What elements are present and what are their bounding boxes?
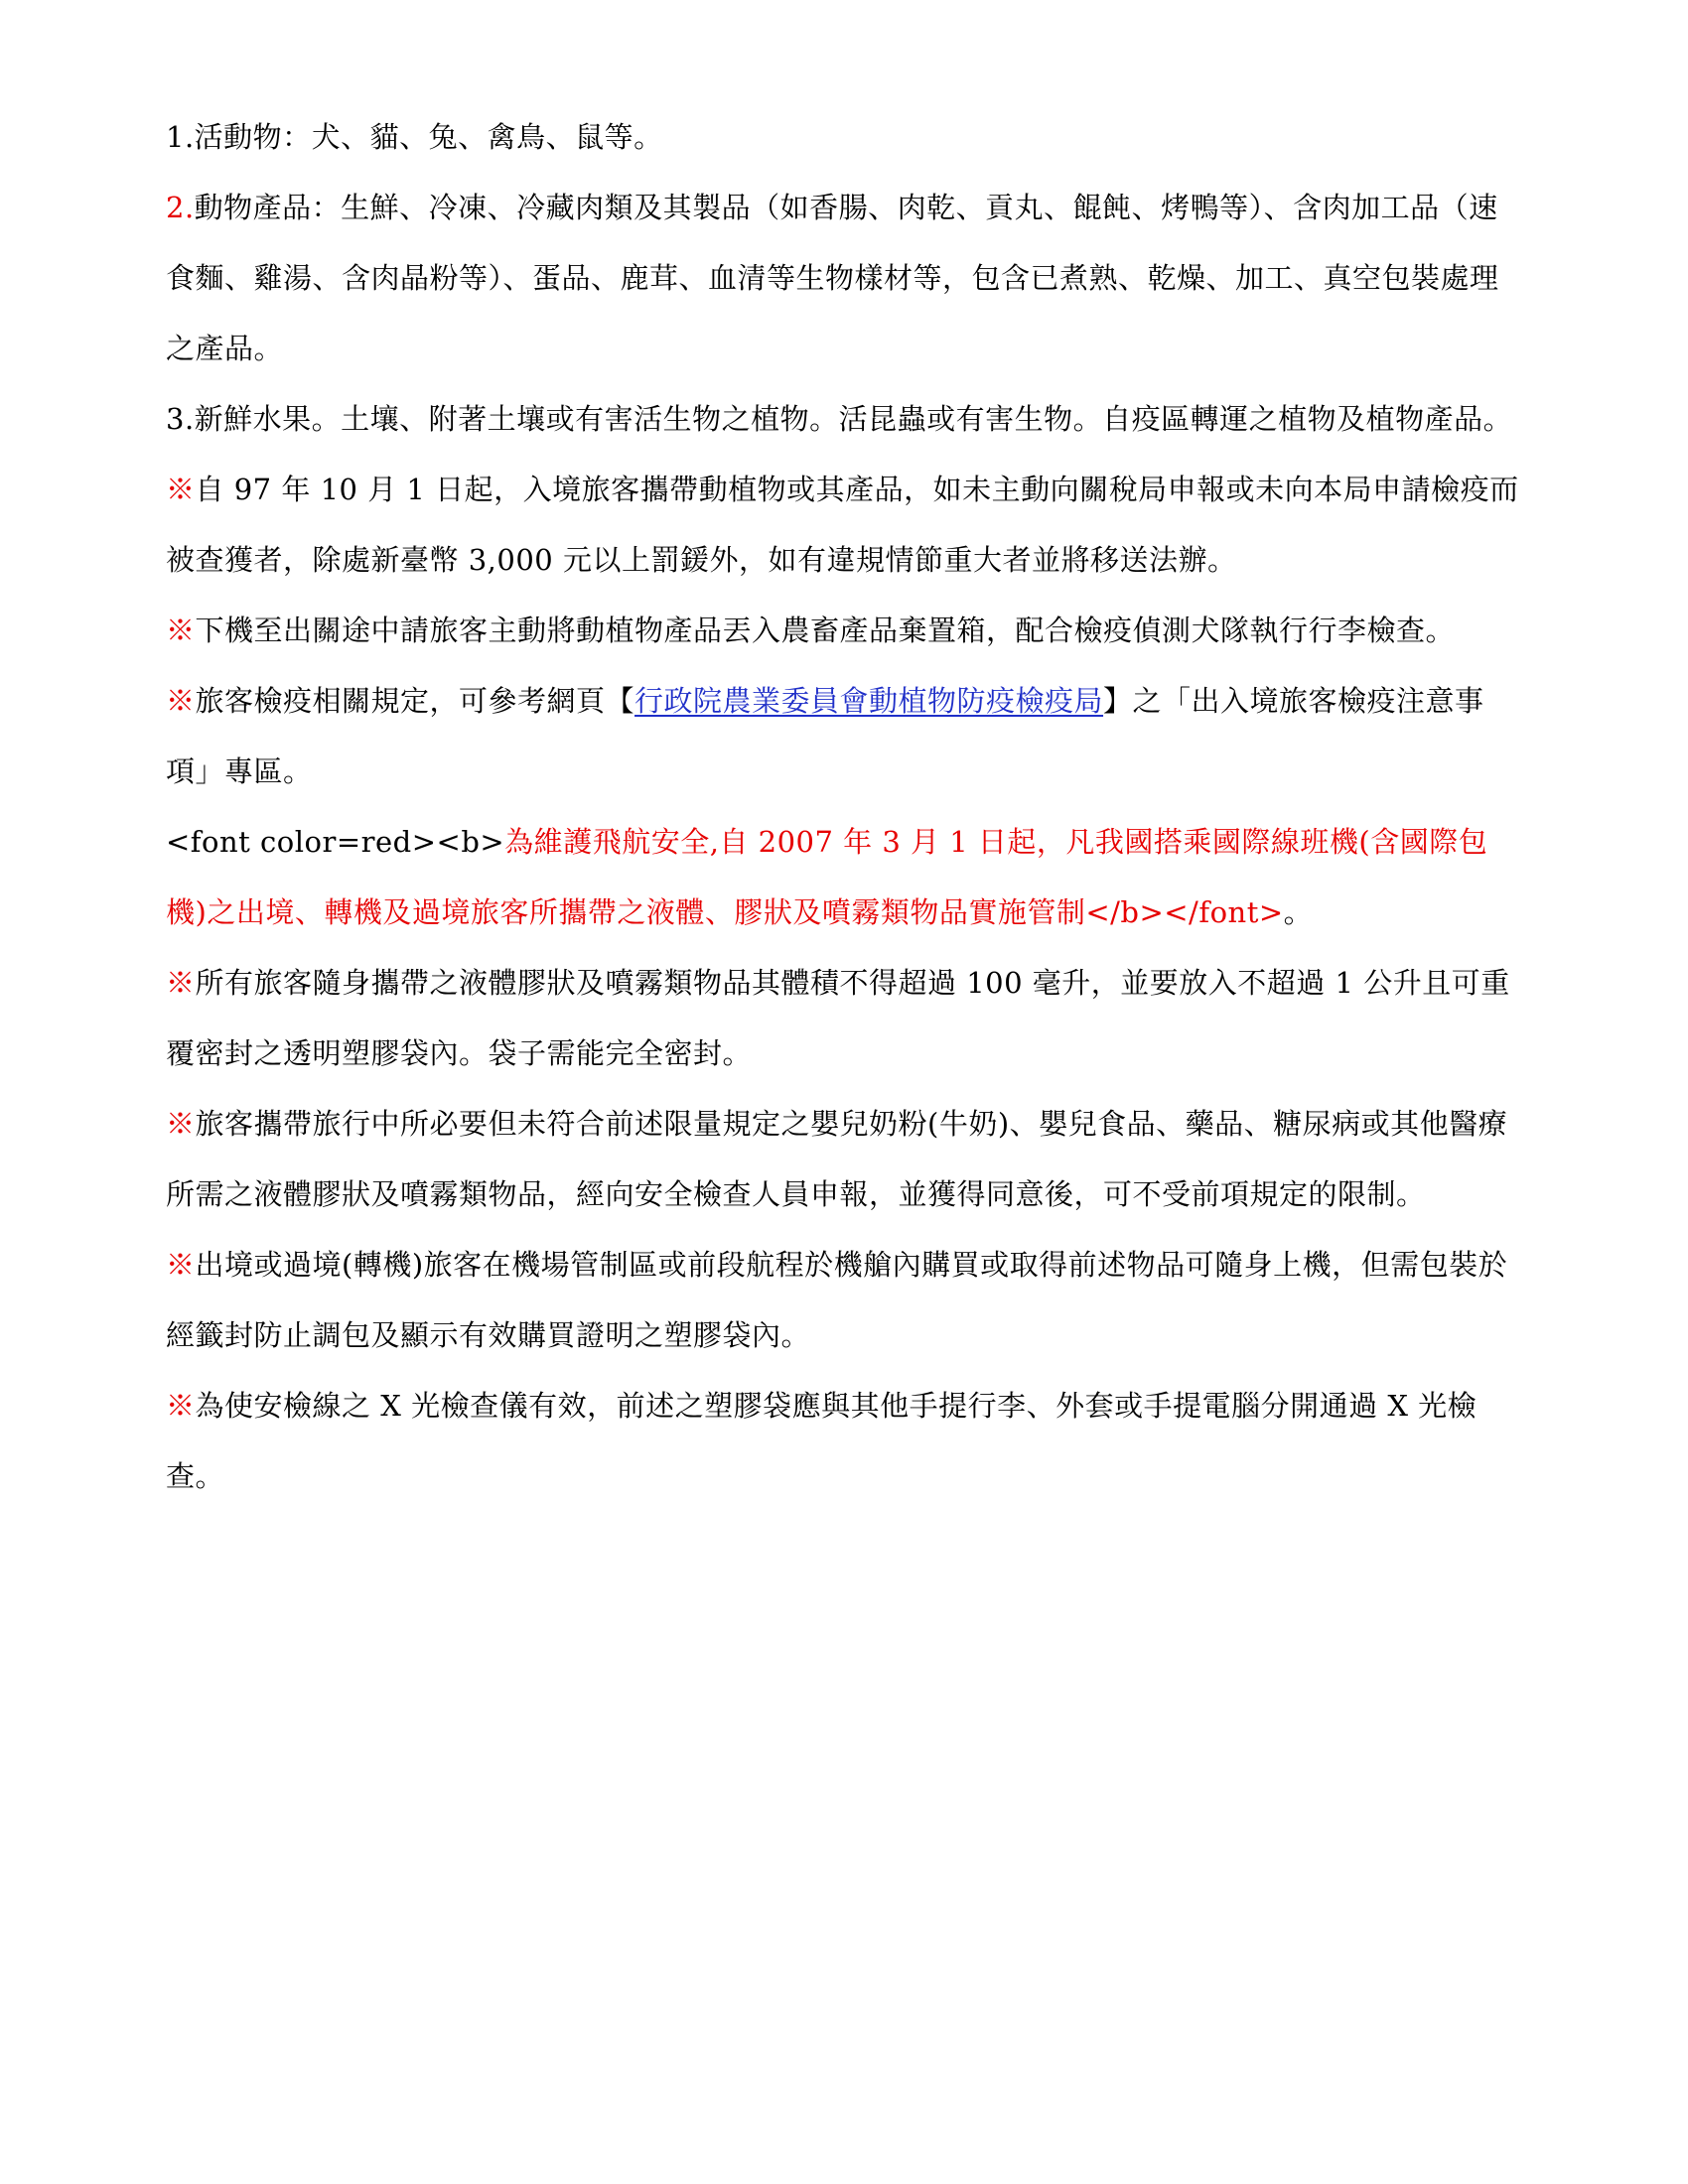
liquid-notice-text: 為維護飛航安全,自 2007 年 3 月 1 日起，凡我國搭乘國際線班機(含國際包機)之出境、轉機及過境旅客所攜帶之液體、膠狀及噴霧類物品實施管制 xyxy=(166,825,1488,929)
note-exception xyxy=(166,1089,1522,1230)
note-xray xyxy=(166,1371,1522,1512)
agency-link[interactable]: 行政院農業委員會動植物防疫檢疫局 xyxy=(634,684,1104,718)
note-reference xyxy=(166,666,1522,807)
note-reference-text-after: 】之「出入境旅客檢疫注意事項」專區。 xyxy=(166,684,1484,788)
note-reference-text-before: 旅客檢疫相關規定，可參考網頁【 xyxy=(195,684,635,718)
note-xray-text: 為使安檢線之 X 光檢查儀有效，前述之塑膠袋應與其他手提行李、外套或手提電腦分開通過 X 光檢查。 xyxy=(166,1389,1477,1493)
item-live-animals: 1.活動物：犬、貓、兔、禽鳥、鼠等。 xyxy=(166,120,663,154)
note-exception-text: 旅客攜帶旅行中所必要但未符合前述限量規定之嬰兒奶粉(牛奶)、嬰兒食品、藥品、糖尿病或其他醫療所需之液體膠狀及噴霧類物品，經向安全檢查人員申報，並獲得同意後，可不受前項規定的限制。 xyxy=(166,1107,1508,1211)
item-animal-products-text: 動物產品：生鮮、冷凍、冷藏肉類及其製品（如香腸、肉乾、貢丸、餛飩、烤鴨等）、含肉加工品（速食麵、雞湯、含肉晶粉等）、蛋品、鹿茸、血清等生物樣材等，包含已煮熟、乾燥、加工、真空包裝處理之產品。 xyxy=(166,191,1499,365)
liquid-notice-prefix: <font color=red><b> xyxy=(166,825,505,859)
note-volume-text: 所有旅客隨身攜帶之液體膠狀及噴霧類物品其體積不得超過 100 毫升，並要放入不超過 1 公升且可重覆密封之透明塑膠袋內。袋子需能完全密封。 xyxy=(166,966,1510,1070)
item-number: 2. xyxy=(166,191,195,224)
note-disposal xyxy=(166,596,1522,666)
note-penalty-text: 自 97 年 10 月 1 日起，入境旅客攜帶動植物或其產品，如未主動向關稅局申報或未向本局申請檢疫而被查獲者，除處新臺幣 3,000 元以上罰鍰外，如有違規情節重大者並將移送法辦。 xyxy=(166,473,1519,577)
reference-mark-icon: ※ xyxy=(166,966,196,1000)
note-volume xyxy=(166,948,1522,1089)
reference-mark-icon: ※ xyxy=(166,1107,196,1141)
reference-mark-icon: ※ xyxy=(166,1389,196,1423)
note-disposal-text: 下機至出關途中請旅客主動將動植物產品丟入農畜產品棄置箱，配合檢疫偵測犬隊執行行李檢查。 xyxy=(195,614,1456,647)
liquid-notice-end: 。 xyxy=(1283,895,1314,929)
item-animal-products xyxy=(166,173,1522,384)
reference-mark-icon: ※ xyxy=(166,1248,196,1282)
reference-mark-icon: ※ xyxy=(166,684,196,718)
note-penalty xyxy=(166,455,1522,596)
item-fruits-soil: 3.新鮮水果。土壤、附著土壤或有害活生物之植物。活昆蟲或有害生物。自疫區轉運之植物及植物產品。 xyxy=(166,402,1513,436)
reference-mark-icon: ※ xyxy=(166,473,196,506)
note-dutyfree-text: 出境或過境(轉機)旅客在機場管制區或前段航程於機艙內購買或取得前述物品可隨身上機，但需包裝於經籤封防止調包及顯示有效購買證明之塑膠袋內。 xyxy=(166,1248,1508,1352)
document-page xyxy=(166,102,1522,1512)
liquid-notice-suffix: </b></font> xyxy=(1085,895,1284,929)
note-dutyfree xyxy=(166,1230,1522,1371)
reference-mark-icon: ※ xyxy=(166,614,196,647)
liquid-notice xyxy=(166,807,1522,948)
